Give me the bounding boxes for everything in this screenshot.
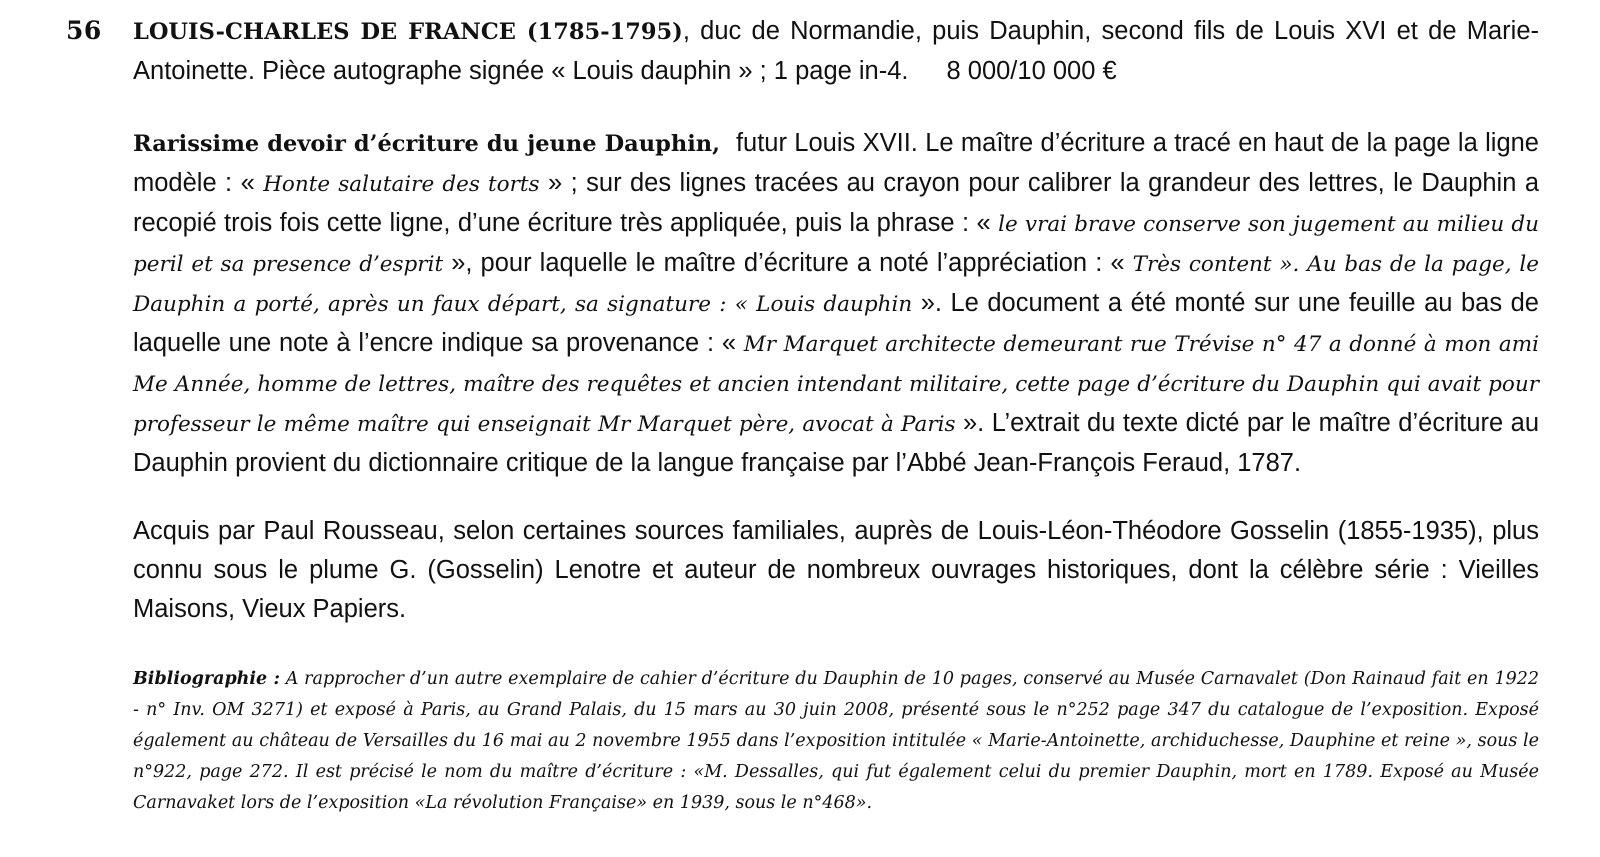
body-quote-3: Très content ». Au bas de la page, le Dauphin a porté, après un faux départ, sa signature : « Louis dauphin: [133, 252, 1540, 317]
body-text-4: ». Le document a été monté sur une feuille au bas de laquelle une note à l’encre indique sa provenance : «: [133, 289, 1539, 357]
lot-title: LOUIS-CHARLES DE FRANCE (1785-1795): [133, 19, 683, 45]
lot-estimate: 8 000/10 000 €: [946, 57, 1117, 85]
bibliography-label: Bibliographie :: [133, 669, 280, 689]
body-text-3: », pour laquelle le maître d’écriture a noté l’appréciation : «: [443, 249, 1133, 277]
bibliography-text: A rapprocher d’un autre exemplaire de cahier d’écriture du Dauphin de 10 pages, conservé au Musée Carnavalet (Don Rainaud fait en 1922 - n° Inv. OM 3271) et exposé à Paris, au Grand Palais, du 15 mars au 30 juin 2008, présenté sous le n°252 page 347 du catalogue de l’exposition. Exposé également au château de Versailles du 16 mai au 2 novembre 1955 dans l’exposition intitulée « Marie-Antoinette, archiduchesse, Dauphine et reine », sous le n°922, page 272. Il est précisé le nom du maître d’écriture : «M. Dessalles, qui fut également celui du premier Dauphin, mort en 1789. Exposé au Musée Carnavaket lors de l’exposition «La révolution Française» en 1939, sous le n°468».: [133, 669, 1539, 813]
lot-body: [133, 124, 1539, 483]
body-text-5: ». L’extrait du texte dicté par le maître d’écriture au Dauphin provient du dictionnaire critique de la langue française par l’Abbé Jean-François Feraud, 1787.: [133, 409, 1539, 477]
bibliography-paragraph: [133, 664, 1539, 819]
body-quote-4: Mr Marquet architecte demeurant rue Trévise n° 47 a donné à mon ami Me Année, homme de lettres, maître des requêtes et ancien intendant militaire, cette page d’écriture du Dauphin qui avait pour professeur le même maître qui enseignait Mr Marquet père, avocat à Paris: [133, 332, 1539, 437]
lot-description: , duc de Normandie, puis Dauphin, second fils de Louis XVI et de Marie-Antoinette. Pièce autographe signée « Louis dauphin » ; 1 page in-4.: [133, 17, 1539, 85]
body-text-2: » ; sur des lignes tracées au crayon pour calibrer la grandeur des lettres, le Dauphin a recopié trois fois cette ligne, d’une écriture très appliquée, puis la phrase : «: [133, 169, 1540, 237]
body-text-1: futur Louis XVII. Le maître d’écriture a tracé en haut de la page la ligne modèle : «: [133, 129, 1539, 197]
body-quote-1: Honte salutaire des torts: [263, 172, 540, 197]
lot-header: [133, 12, 1539, 91]
provenance-paragraph: Acquis par Paul Rousseau, selon certaines sources familiales, auprès de Louis-Léon-Théodore Gosselin (1855-1935), plus connu sous le plume G. (Gosselin) Lenotre et auteur de nombreux ouvrages historiques, dont la célèbre série : Vieilles Maisons, Vieux Papiers.: [133, 517, 1539, 623]
body-quote-2: le vrai brave conserve son jugement au milieu du peril et sa presence d’esprit: [133, 212, 1540, 277]
lot-number: 56: [66, 16, 102, 45]
body-lead: Rarissime devoir d’écriture du jeune Dauphin,: [133, 131, 720, 157]
